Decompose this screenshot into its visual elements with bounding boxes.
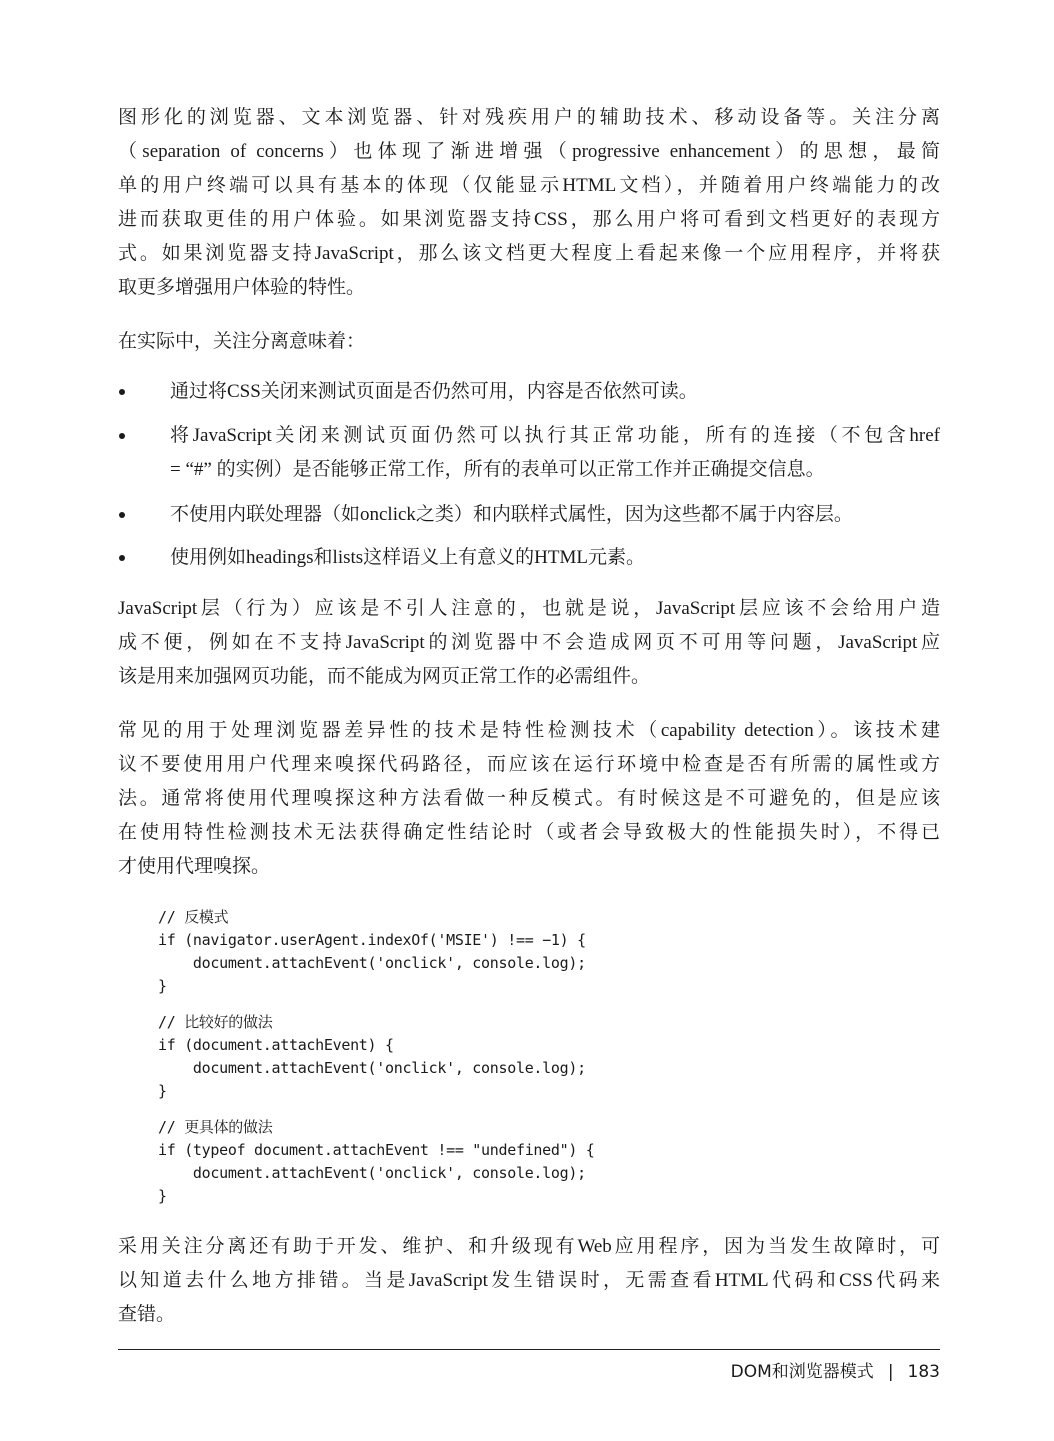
text-line: 取更多增强用户体验的特性。 bbox=[118, 277, 366, 298]
code-line: if (typeof document.attachEvent !== "undefined") { bbox=[158, 1141, 595, 1159]
code-line: } bbox=[158, 1082, 167, 1100]
footer-separator: | bbox=[887, 1362, 894, 1382]
page-number: 183 bbox=[907, 1362, 940, 1382]
footer-divider bbox=[118, 1349, 940, 1350]
list-item: 通过将CSS关闭来测试页面是否仍然可用，内容是否依然可读。 bbox=[170, 381, 698, 402]
text-line: 以知道去什么地方排错。当是JavaScript发生错误时，无需查看HTML代码和CSS代码来 bbox=[118, 1270, 940, 1291]
text-line: 式。如果浏览器支持JavaScript，那么该文档更大程度上看起来像一个应用程序，并将获 bbox=[118, 243, 940, 264]
text-line: 该是用来加强网页功能，而不能成为网页正常工作的必需组件。 bbox=[118, 666, 651, 687]
code-line: } bbox=[158, 977, 167, 995]
text-line: 图形化的浏览器、文本浏览器、针对残疾用户的辅助技术、移动设备等。关注分离 bbox=[118, 107, 940, 128]
code-line: if (document.attachEvent) { bbox=[158, 1036, 394, 1054]
bullet-icon bbox=[119, 433, 125, 439]
code-comment: // 比较好的做法 bbox=[158, 1013, 273, 1031]
text-line: 议不要使用用户代理来嗅探代码路径，而应该在运行环境中检查是否有所需的属性或方 bbox=[118, 754, 940, 775]
code-comment: // 反模式 bbox=[158, 908, 229, 926]
text-line: 成不便，例如在不支持JavaScript的浏览器中不会造成网页不可用等问题，JavaScript应 bbox=[118, 632, 940, 653]
text-line: 采用关注分离还有助于开发、维护、和升级现有Web应用程序，因为当发生故障时，可 bbox=[118, 1236, 940, 1257]
text-line: JavaScript层（行为）应该是不引人注意的，也就是说，JavaScript层应该不会给用户造 bbox=[118, 598, 940, 619]
code-line: document.attachEvent('onclick', console.log); bbox=[158, 1059, 586, 1077]
text-line: 单的用户终端可以具有基本的体现（仅能显示HTML文档），并随着用户终端能力的改 bbox=[118, 175, 940, 196]
paragraph-lead-in: 在实际中，关注分离意味着： bbox=[118, 331, 366, 352]
list-item: 使用例如headings和lists这样语义上有意义的HTML元素。 bbox=[170, 547, 645, 568]
code-comment: // 更具体的做法 bbox=[158, 1118, 273, 1136]
code-line: if (navigator.userAgent.indexOf('MSIE') !== −1) { bbox=[158, 931, 586, 949]
text-line: 查错。 bbox=[118, 1304, 176, 1325]
code-line: document.attachEvent('onclick', console.log); bbox=[158, 954, 586, 972]
text-line: （separation of concerns）也体现了渐进增强（progressive enhancement）的思想，最简 bbox=[118, 141, 940, 162]
bullet-icon bbox=[119, 555, 125, 561]
code-line: } bbox=[158, 1187, 167, 1205]
text-line: 才使用代理嗅探。 bbox=[118, 856, 271, 877]
text-line: 法。通常将使用代理嗅探这种方法看做一种反模式。有时候这是不可避免的，但是应该 bbox=[118, 788, 940, 809]
list-item-continued: = “#” 的实例）是否能够正常工作，所有的表单可以正常工作并正确提交信息。 bbox=[170, 459, 825, 480]
page-footer bbox=[731, 1358, 940, 1386]
list-item: 不使用内联处理器（如onclick之类）和内联样式属性，因为这些都不属于内容层。 bbox=[170, 504, 853, 525]
text-line: 在使用特性检测技术无法获得确定性结论时（或者会导致极大的性能损失时），不得已 bbox=[118, 822, 940, 843]
text-line: 进而获取更佳的用户体验。如果浏览器支持CSS，那么用户将可看到文档更好的表现方 bbox=[118, 209, 940, 230]
text-line: 常见的用于处理浏览器差异性的技术是特性检测技术（capability detection）。该技术建 bbox=[118, 720, 940, 741]
bullet-icon bbox=[119, 389, 125, 395]
bullet-icon bbox=[119, 512, 125, 518]
chapter-title: DOM和浏览器模式 bbox=[730, 1362, 874, 1382]
code-line: document.attachEvent('onclick', console.log); bbox=[158, 1164, 586, 1182]
list-item: 将JavaScript关闭来测试页面仍然可以执行其正常功能，所有的连接（不包含href bbox=[170, 425, 940, 446]
